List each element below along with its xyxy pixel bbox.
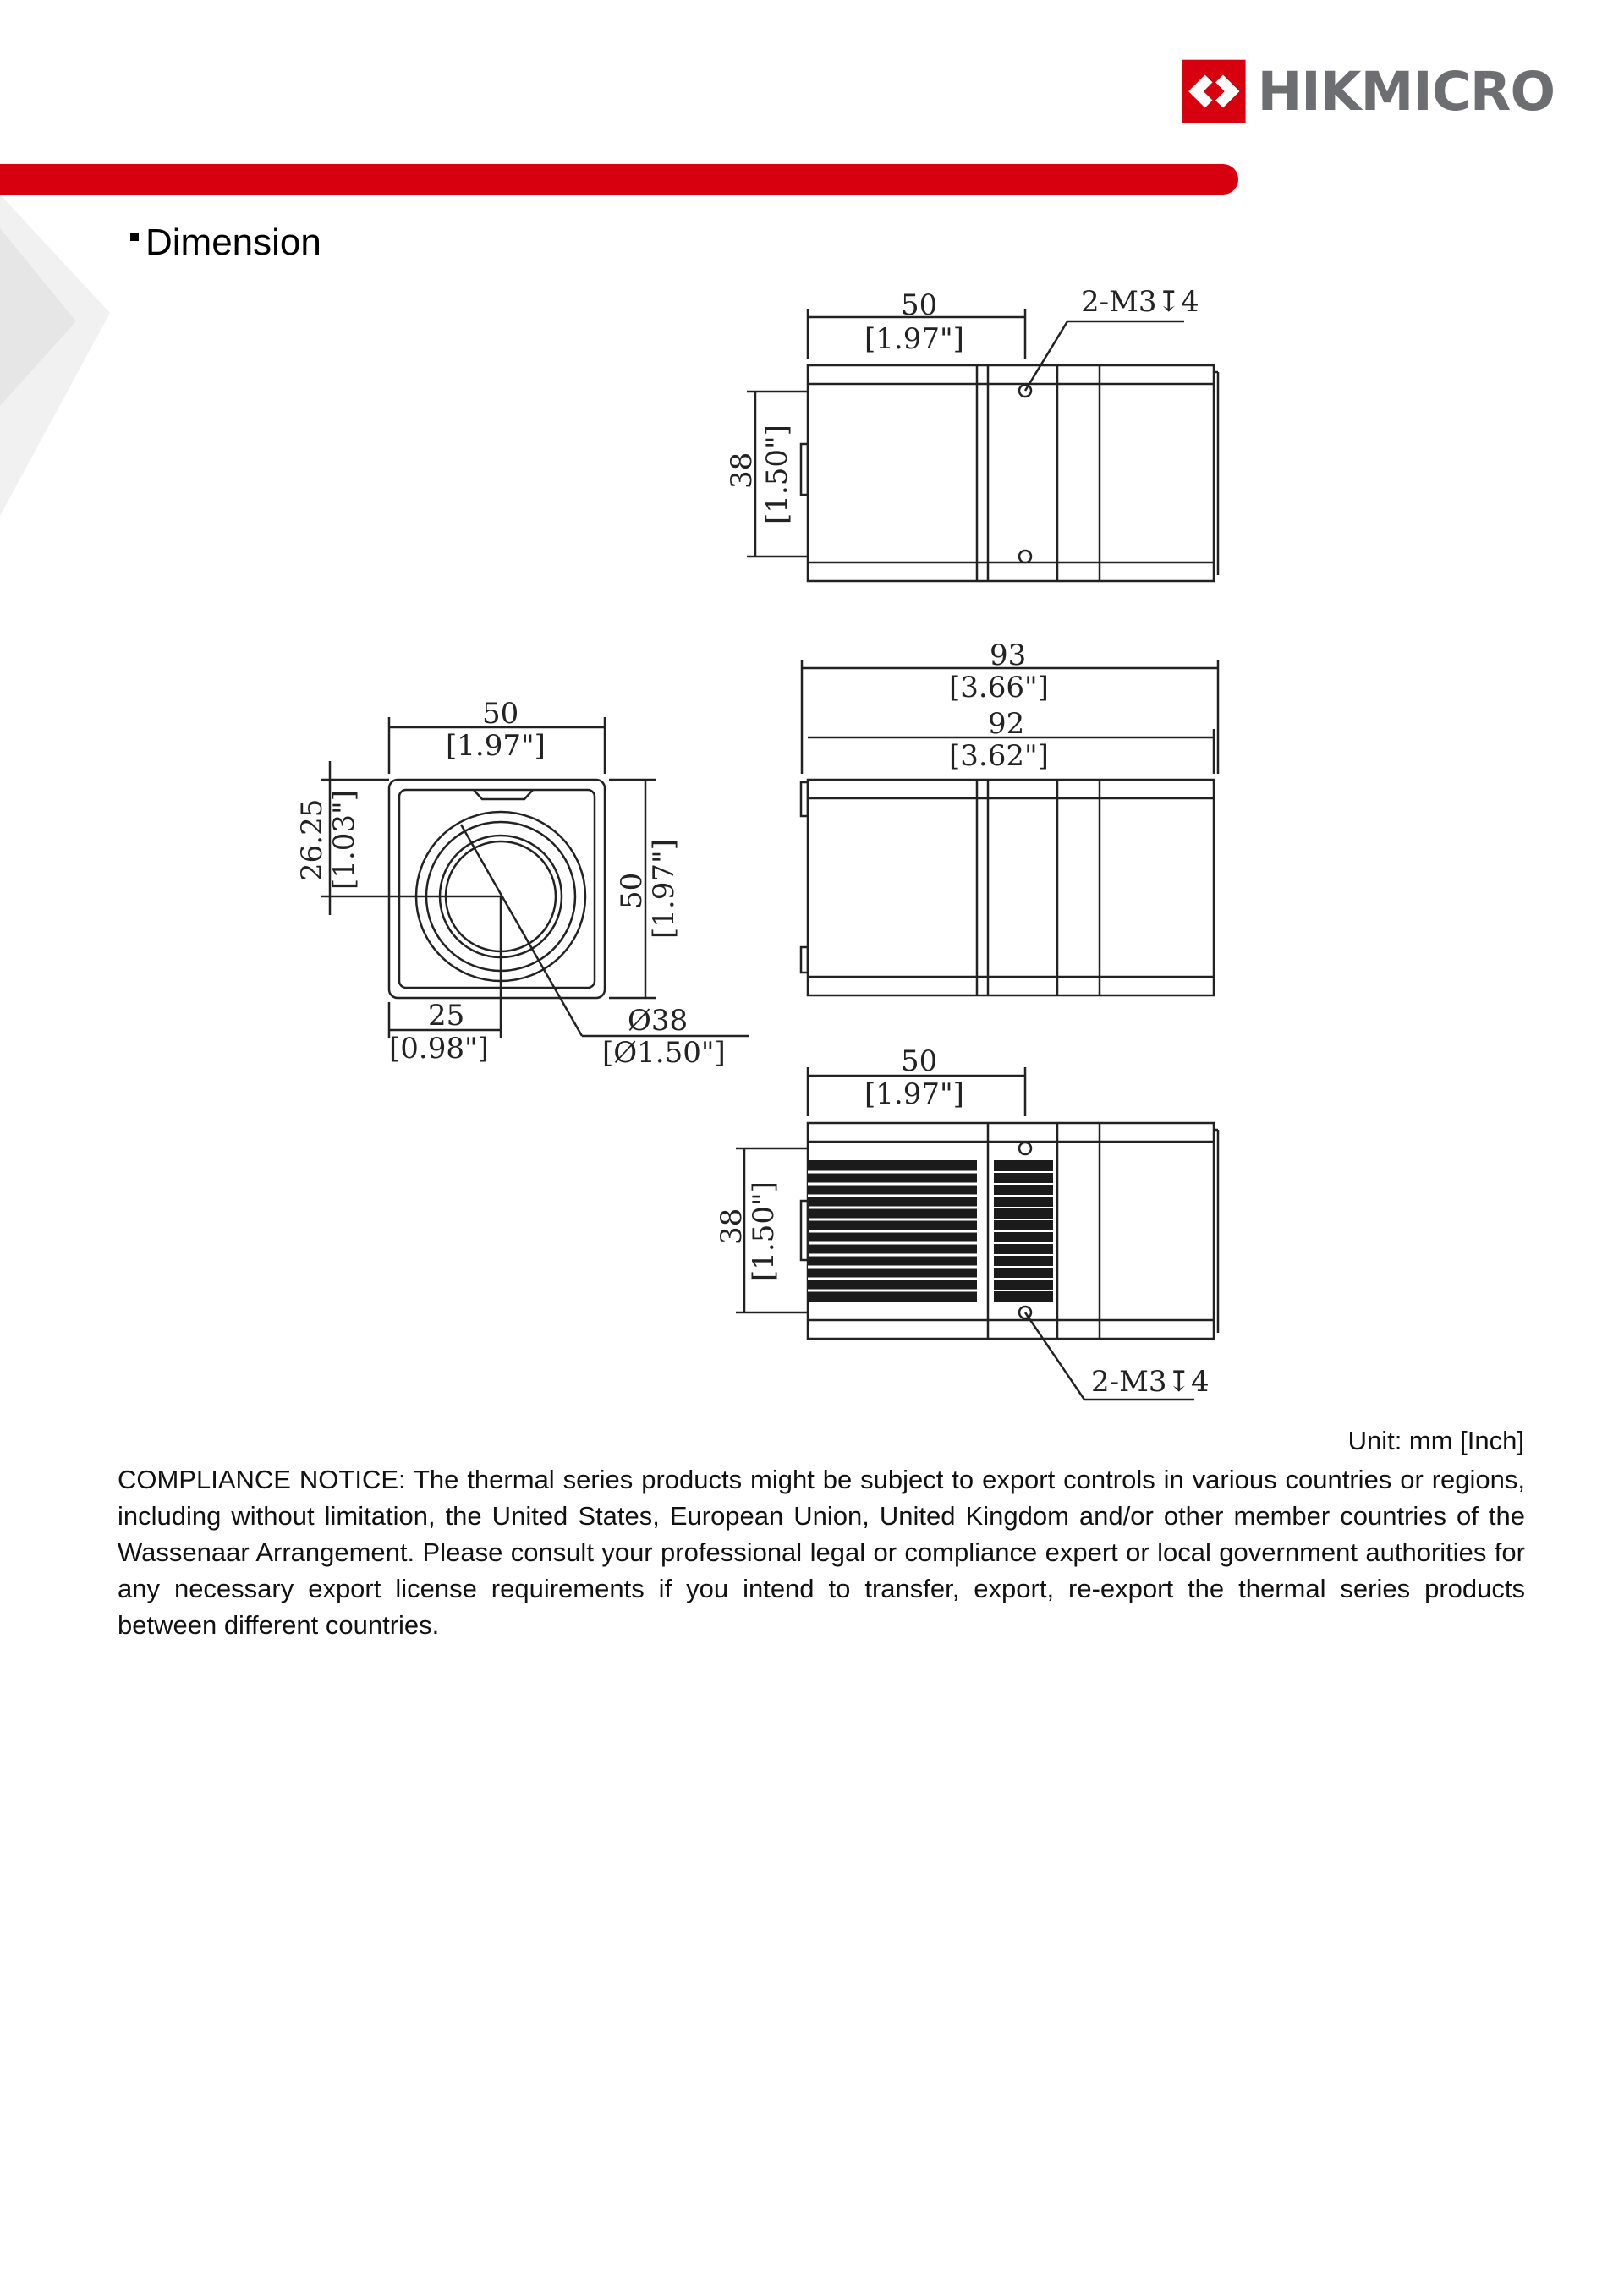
side-body-length-label: 92 <box>988 707 1025 741</box>
top-height-inch-label: [1.50"] <box>760 425 794 524</box>
brand-name: HIKMICRO <box>1257 60 1555 123</box>
bottom-height-label: 38 <box>715 1208 749 1245</box>
side-body-length-inch-label: [3.62"] <box>949 739 1049 773</box>
side-total-length-label: 93 <box>990 638 1027 672</box>
front-lens-diameter-label: Ø38 <box>628 1004 689 1038</box>
unit-label: Unit: mm [Inch] <box>1347 1426 1524 1455</box>
bottom-width-inch-label: [1.97"] <box>864 1077 964 1111</box>
front-lens-diameter-inch-label: [Ø1.50"] <box>602 1036 726 1070</box>
front-width-label: 50 <box>482 697 519 731</box>
top-width-label: 50 <box>901 288 938 322</box>
top-height-label: 38 <box>725 452 759 489</box>
top-view <box>725 285 1218 581</box>
top-screw-label: 2-M3↧4 <box>1081 285 1199 319</box>
front-center-width-label: 25 <box>428 999 465 1033</box>
side-total-length-inch-label: [3.66"] <box>949 671 1049 704</box>
bottom-screw-label: 2-M3↧4 <box>1091 1365 1210 1399</box>
front-center-height-inch-label: [1.03"] <box>327 790 361 890</box>
front-view <box>295 697 749 1070</box>
bottom-height-inch-label: [1.50"] <box>747 1181 781 1281</box>
side-view <box>801 638 1218 995</box>
front-center-width-inch-label: [0.98"] <box>389 1032 489 1066</box>
front-height-inch-label: [1.97"] <box>647 839 681 939</box>
bottom-width-label: 50 <box>901 1044 938 1078</box>
bottom-view <box>715 1044 1218 1400</box>
compliance-notice: COMPLIANCE NOTICE: The thermal series products might be subject to export controls in various countries or regions, including without limitation, the United States, European Union, United Kingdom and/or other member countries of the Wassenaar Arrangement. Please consult your professional legal or compliance expert or local government authorities for any necessary export license requirements if you intend to transfer, export, re-export the thermal series products between different countries. <box>118 1465 1525 1640</box>
section-title-text: Dimension <box>145 222 321 263</box>
front-center-height-label: 26.25 <box>295 798 329 881</box>
top-width-inch-label: [1.97"] <box>864 322 964 356</box>
front-height-label: 50 <box>615 872 649 909</box>
front-width-inch-label: [1.97"] <box>446 729 546 763</box>
